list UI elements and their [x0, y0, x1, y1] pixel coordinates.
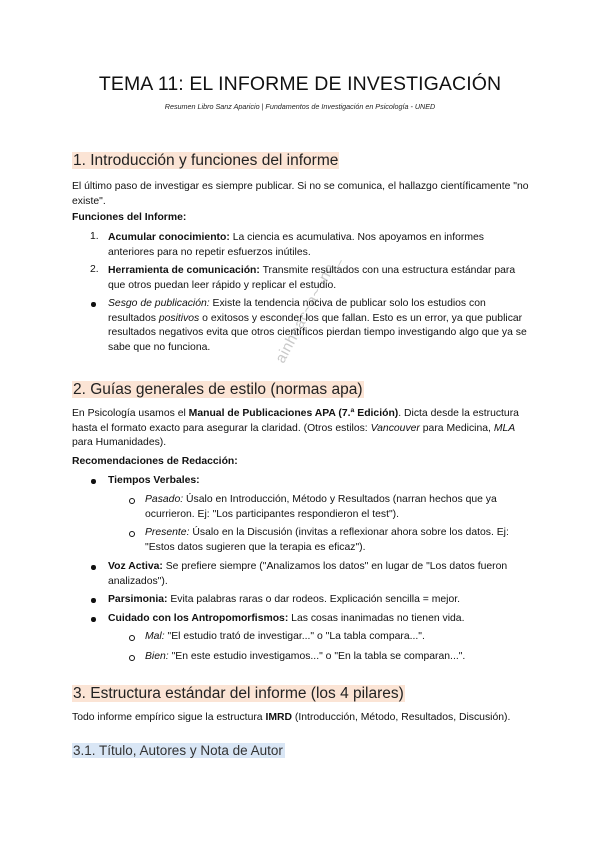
list-item-present: Presente: Úsalo en la Discusión (invitas a reflexionar ahora sobre los datos. Ej: "Estos datos sugieren que la terapia es eficaz").: [145, 527, 509, 553]
list-item-parsimony: Parsimonia: Evita palabras raras o dar rodeos. Explicación sencilla = mejor.: [108, 594, 461, 605]
list-item-accumulate: Acumular conocimiento: La ciencia es acumulativa. Nos apoyamos en informes anteriores para no repetir esfuerzos inútiles.: [108, 232, 484, 258]
section-1-heading: 1. Introducción y funciones del informe: [73, 152, 339, 169]
bullet-icon: [91, 479, 96, 484]
functions-label: Funciones del Informe:: [72, 212, 187, 223]
section-3-intro: Todo informe empírico sigue la estructura IMRD (Introducción, Método, Resultados, Discusión).: [72, 712, 511, 723]
list-item-publication-bias: Sesgo de publicación: Existe la tendencia nociva de publicar solo los estudios con resultados positivos o exitosos y esconder los que fallan. Esto es un error, ya que publicar resultados negativos evita que otros científicos pierdan tiempo investigando algo que ya se sabe que no funciona.: [108, 298, 527, 353]
watermark: ainhoac~a~~no_: [272, 252, 343, 366]
list-marker: 1.: [90, 231, 99, 242]
page-title: TEMA 11: EL INFORME DE INVESTIGACIÓN: [98, 73, 502, 95]
bullet-icon: [91, 565, 96, 570]
list-item-good-example: Bien: "En este estudio investigamos..." o "En la tabla se comparan...".: [145, 651, 466, 662]
tenses-label: Tiempos Verbales:: [108, 475, 200, 486]
list-marker: 2.: [90, 264, 99, 275]
recommendations-label: Recomendaciones de Redacción:: [72, 456, 238, 467]
section-2-heading: 2. Guías generales de estilo (normas apa): [73, 381, 363, 398]
bullet-icon: [91, 598, 96, 603]
bullet-icon: [91, 617, 96, 622]
circle-bullet-icon: [129, 655, 135, 661]
list-item-active-voice: Voz Activa: Se prefiere siempre ("Analizamos los datos" en lugar de "Los datos fueron analizados").: [108, 561, 508, 587]
page-subtitle: Resumen Libro Sanz Aparicio | Fundamentos de Investigación en Psicología - UNED: [164, 102, 436, 111]
bullet-icon: [91, 302, 96, 307]
circle-bullet-icon: [129, 498, 135, 504]
list-item-anthropomorphism: Cuidado con los Antropomorfismos: Las cosas inanimadas no tienen vida.: [108, 613, 465, 624]
list-item-communication: Herramienta de comunicación: Transmite resultados con una estructura estándar para que otros puedan leer rápido y replicar el estudio.: [108, 265, 516, 291]
list-item-past: Pasado: Úsalo en Introducción, Método y Resultados (narran hechos que ya ocurrieron. Ej: "Los participantes respondieron el test").: [145, 494, 497, 520]
list-item-bad-example: Mal: "El estudio trató de investigar..." o "La tabla compara...".: [145, 631, 425, 642]
subsection-3-1-heading: 3.1. Título, Autores y Nota de Autor: [73, 743, 283, 758]
circle-bullet-icon: [129, 531, 135, 537]
circle-bullet-icon: [129, 635, 135, 641]
section-1-intro: El último paso de investigar es siempre publicar. Si no se comunica, el hallazgo científicamente "no existe".: [72, 181, 529, 207]
section-3-heading: 3. Estructura estándar del informe (los 4 pilares): [73, 685, 404, 702]
section-2-intro: En Psicología usamos el Manual de Publicaciones APA (7.ª Edición). Dicta desde la estructura hasta el formato exacto para asegurar la claridad. (Otros estilos: Vancouver para Medicina, MLA para Humanidades).: [72, 408, 519, 449]
